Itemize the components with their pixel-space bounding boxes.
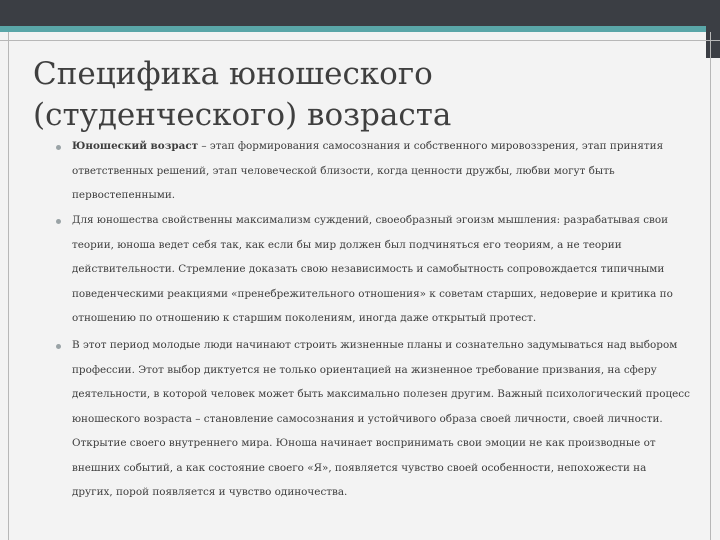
- bullet-text: В этот период молодые люди начинают строить жизненные планы и сознательно задумываться над выбором профессии. Этот выбор диктуется не только ориентацией на жизненное требование призвания, на сферу деятельности, в которой человек может быть максимально полезен другим. Важный психологический процесс юношеского возраста – становление самосознания и устойчивого образа своей личности, своей личности. Открытие своего внутреннего мира. Юноша начинает воспринимать свои эмоции не как производные от внешних событий, а как состояние своего «Я», появляется чувство своей особенности, непохожести на других, порой появляется и чувство одиночества.: [72, 339, 690, 498]
- bullet-item: [72, 333, 690, 505]
- bullet-text: Для юношества свойственны максимализм суждений, своеобразный эгоизм мышления: разрабатывая свои теории, юноша ведет себя так, как если бы мир должен был подчиняться его теориям, а не теории действительности. Стремление доказать свою независимость и самобытность сопровождается типичными поведенческими реакциями «пренебрежительного отношения» к советам старших, недоверие и критика по отношению по отношению к старшим поколениям, иногда даже открытый протест.: [72, 214, 673, 324]
- slide-title-line-2: (студенческого) возраста: [33, 96, 452, 133]
- bullet-item: [72, 134, 690, 208]
- bullet-lead: Юношеский возраст: [72, 140, 199, 152]
- bullet-marker: [56, 219, 61, 224]
- slide-title-line-1: Специфика юношеского: [33, 55, 433, 92]
- bullet-marker: [56, 344, 61, 349]
- bullet-item: [72, 208, 690, 331]
- bullet-text: – этап формирования самосознания и собственного мировоззрения, этап принятия ответственных решений, этап человеческой близости, когда ценности дружбы, любви могут быть первостепенными.: [72, 140, 664, 201]
- bullet-marker: [56, 145, 61, 150]
